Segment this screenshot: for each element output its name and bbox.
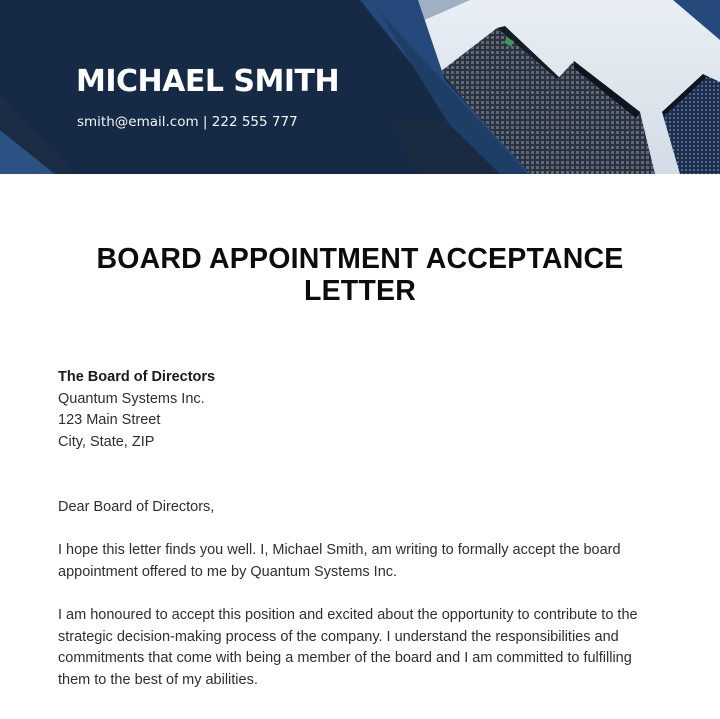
document-title: BOARD APPOINTMENT ACCEPTANCE LETTER bbox=[96, 243, 624, 307]
salutation: Dear Board of Directors, bbox=[58, 499, 215, 515]
sender-contact: smith@email.com | 222 555 777 bbox=[77, 114, 298, 130]
recipient-address-block bbox=[58, 367, 215, 454]
body-paragraph: I hope this letter finds you well. I, Michael Smith, am writing to formally accept the board appointment offered to me by Quantum Systems Inc. bbox=[58, 542, 621, 580]
letterhead-banner bbox=[0, 0, 720, 174]
recipient-name: The Board of Directors bbox=[58, 369, 216, 385]
recipient-street: 123 Main Street bbox=[58, 412, 161, 429]
body-paragraph: I am honoured to accept this position and excited about the opportunity to contribute to the strategic decision-making process of the company. I understand the responsibilities and commitments that come with being a member of the board and I am committed to fulfilling them to the best of my abilities. bbox=[58, 607, 638, 689]
recipient-city: City, State, ZIP bbox=[58, 434, 155, 451]
sender-name: MICHAEL SMITH bbox=[76, 64, 340, 99]
recipient-company: Quantum Systems Inc. bbox=[58, 390, 205, 407]
